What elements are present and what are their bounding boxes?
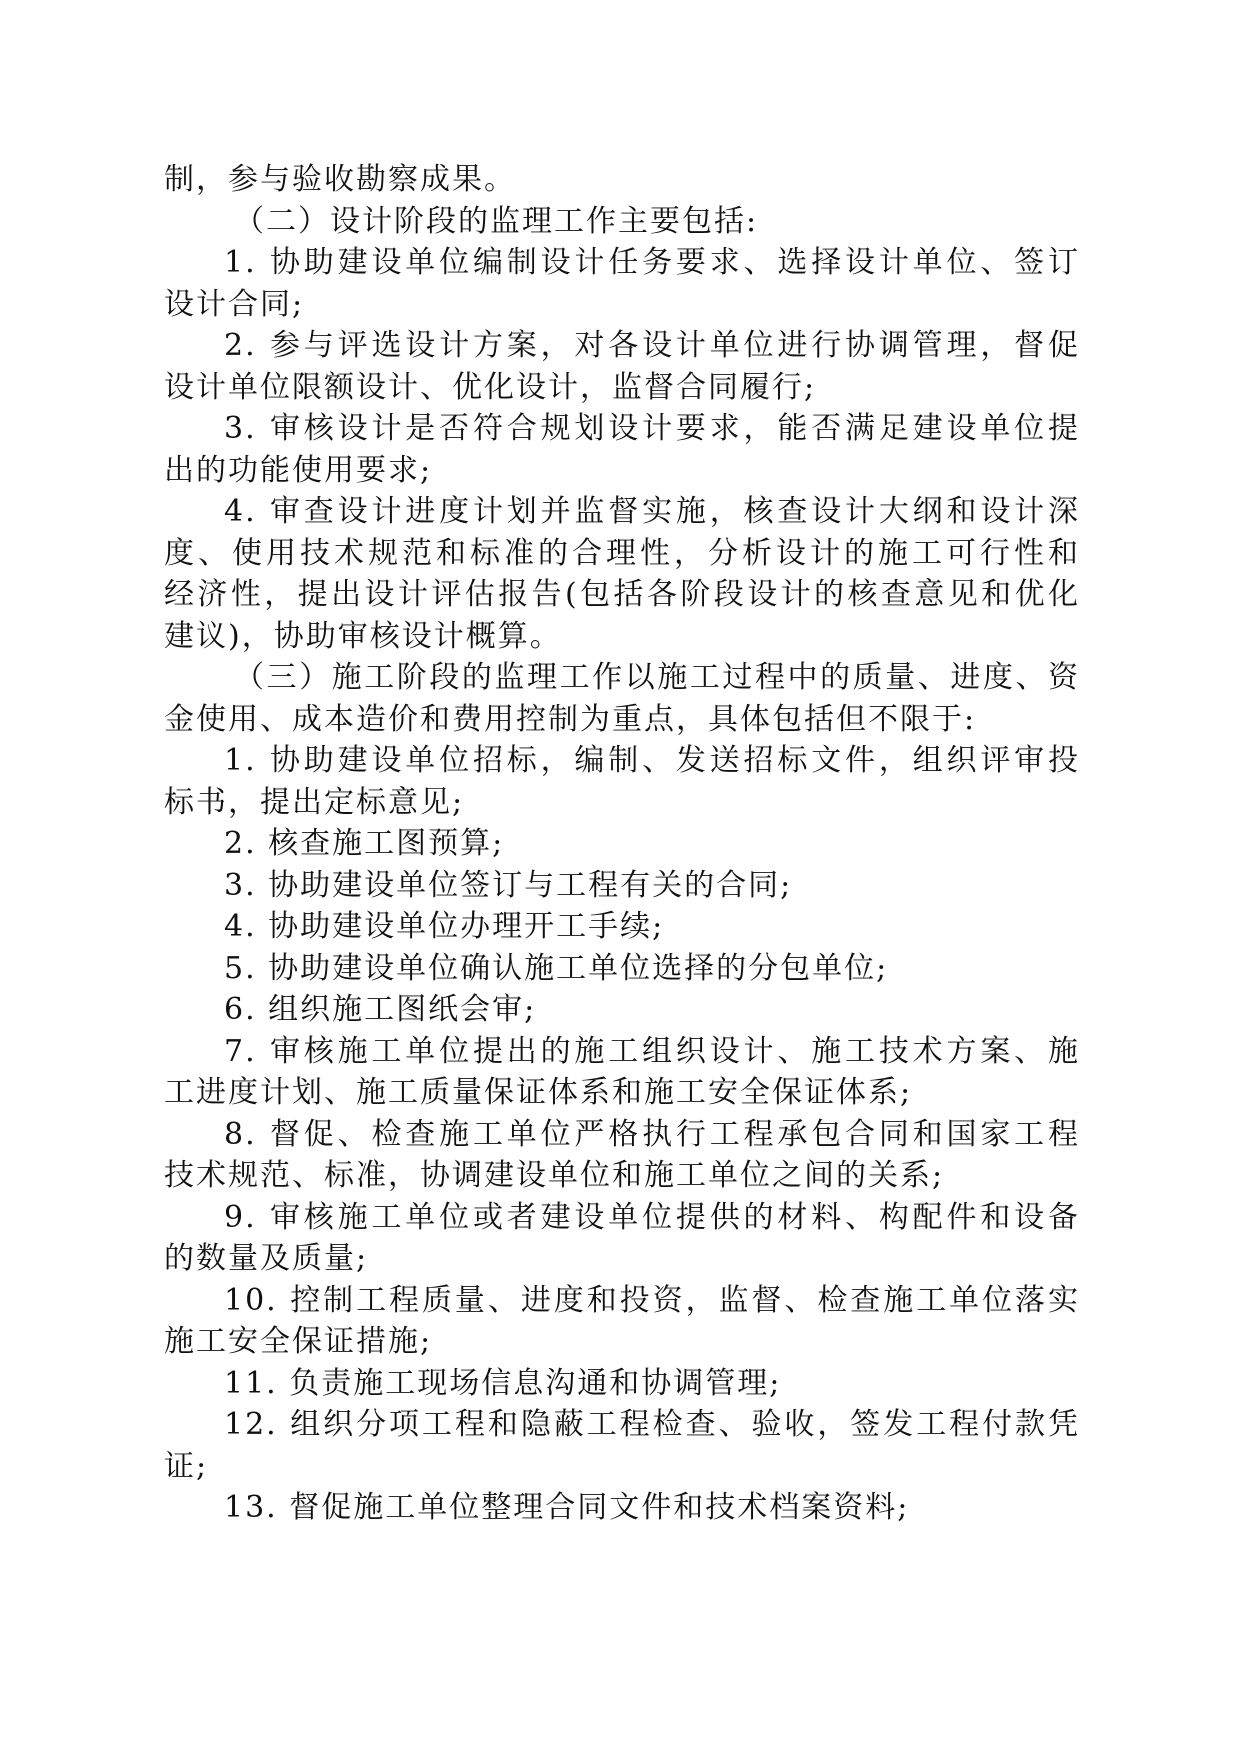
paragraph-line: 制，参与验收勘察成果。	[164, 162, 516, 197]
paragraph-line: （二）设计阶段的监理工作主要包括:	[234, 203, 759, 239]
paragraph-line: 3. 协助建设单位签订与工程有关的合同;	[224, 867, 793, 903]
paragraph-line: 7. 审核施工单位提出的施工组织设计、施工技术方案、施	[224, 1033, 1080, 1069]
paragraph-line: 11. 负责施工现场信息沟通和协调管理;	[224, 1365, 782, 1401]
paragraph-line: 13. 督促施工单位整理合同文件和技术档案资料;	[224, 1490, 910, 1525]
paragraph-line: 设计合同;	[164, 286, 305, 322]
paragraph-line: 度、使用技术规范和标准的合理性，分析设计的施工可行性和	[164, 535, 1080, 571]
paragraph-line: 经济性，提出设计评估报告(包括各阶段设计的核查意见和优化	[164, 577, 1080, 612]
paragraph-line: 的数量及质量;	[164, 1241, 369, 1276]
paragraph-line: 设计单位限额设计、优化设计，监督合同履行;	[164, 369, 817, 405]
paragraph-line: 8. 督促、检查施工单位严格执行工程承包合同和国家工程	[224, 1116, 1080, 1152]
paragraph-line: （三）施工阶段的监理工作以施工过程中的质量、进度、资	[234, 660, 1080, 695]
paragraph-line: 6. 组织施工图纸会审;	[224, 992, 537, 1027]
paragraph-line: 2. 核查施工图预算;	[224, 826, 505, 861]
paragraph-line: 10. 控制工程质量、进度和投资，监督、检查施工单位落实	[224, 1282, 1080, 1318]
paragraph-line: 5. 协助建设单位确认施工单位选择的分包单位;	[224, 950, 889, 986]
paragraph-line: 1. 协助建设单位招标，编制、发送招标文件，组织评审投	[224, 743, 1080, 778]
paragraph-line: 证;	[164, 1448, 209, 1484]
paragraph-line: 3. 审核设计是否符合规划设计要求，能否满足建设单位提	[224, 411, 1080, 446]
paragraph-line: 9. 审核施工单位或者建设单位提供的材料、构配件和设备	[224, 1199, 1080, 1235]
paragraph-line: 12. 组织分项工程和隐蔽工程检查、验收，签发工程付款凭	[224, 1407, 1080, 1442]
document-body	[164, 159, 1080, 1529]
paragraph-line: 标书，提出定标意见;	[164, 784, 465, 820]
paragraph-line: 金使用、成本造价和费用控制为重点，具体包括但不限于:	[164, 701, 977, 737]
paragraph-line: 2. 参与评选设计方案，对各设计单位进行协调管理，督促	[224, 328, 1080, 363]
paragraph-line: 4. 协助建设单位办理开工手续;	[224, 909, 665, 944]
paragraph-line: 出的功能使用要求;	[164, 452, 433, 488]
paragraph-line: 建议)，协助审核设计概算。	[164, 618, 562, 654]
paragraph-line: 4. 审查设计进度计划并监督实施，核查设计大纲和设计深	[224, 494, 1080, 529]
paragraph-line: 技术规范、标准，协调建设单位和施工单位之间的关系;	[164, 1158, 945, 1193]
paragraph-line: 工进度计划、施工质量保证体系和施工安全保证体系;	[164, 1075, 913, 1110]
paragraph-line: 1. 协助建设单位编制设计任务要求、选择设计单位、签订	[224, 245, 1080, 280]
paragraph-line: 施工安全保证措施;	[164, 1324, 433, 1359]
